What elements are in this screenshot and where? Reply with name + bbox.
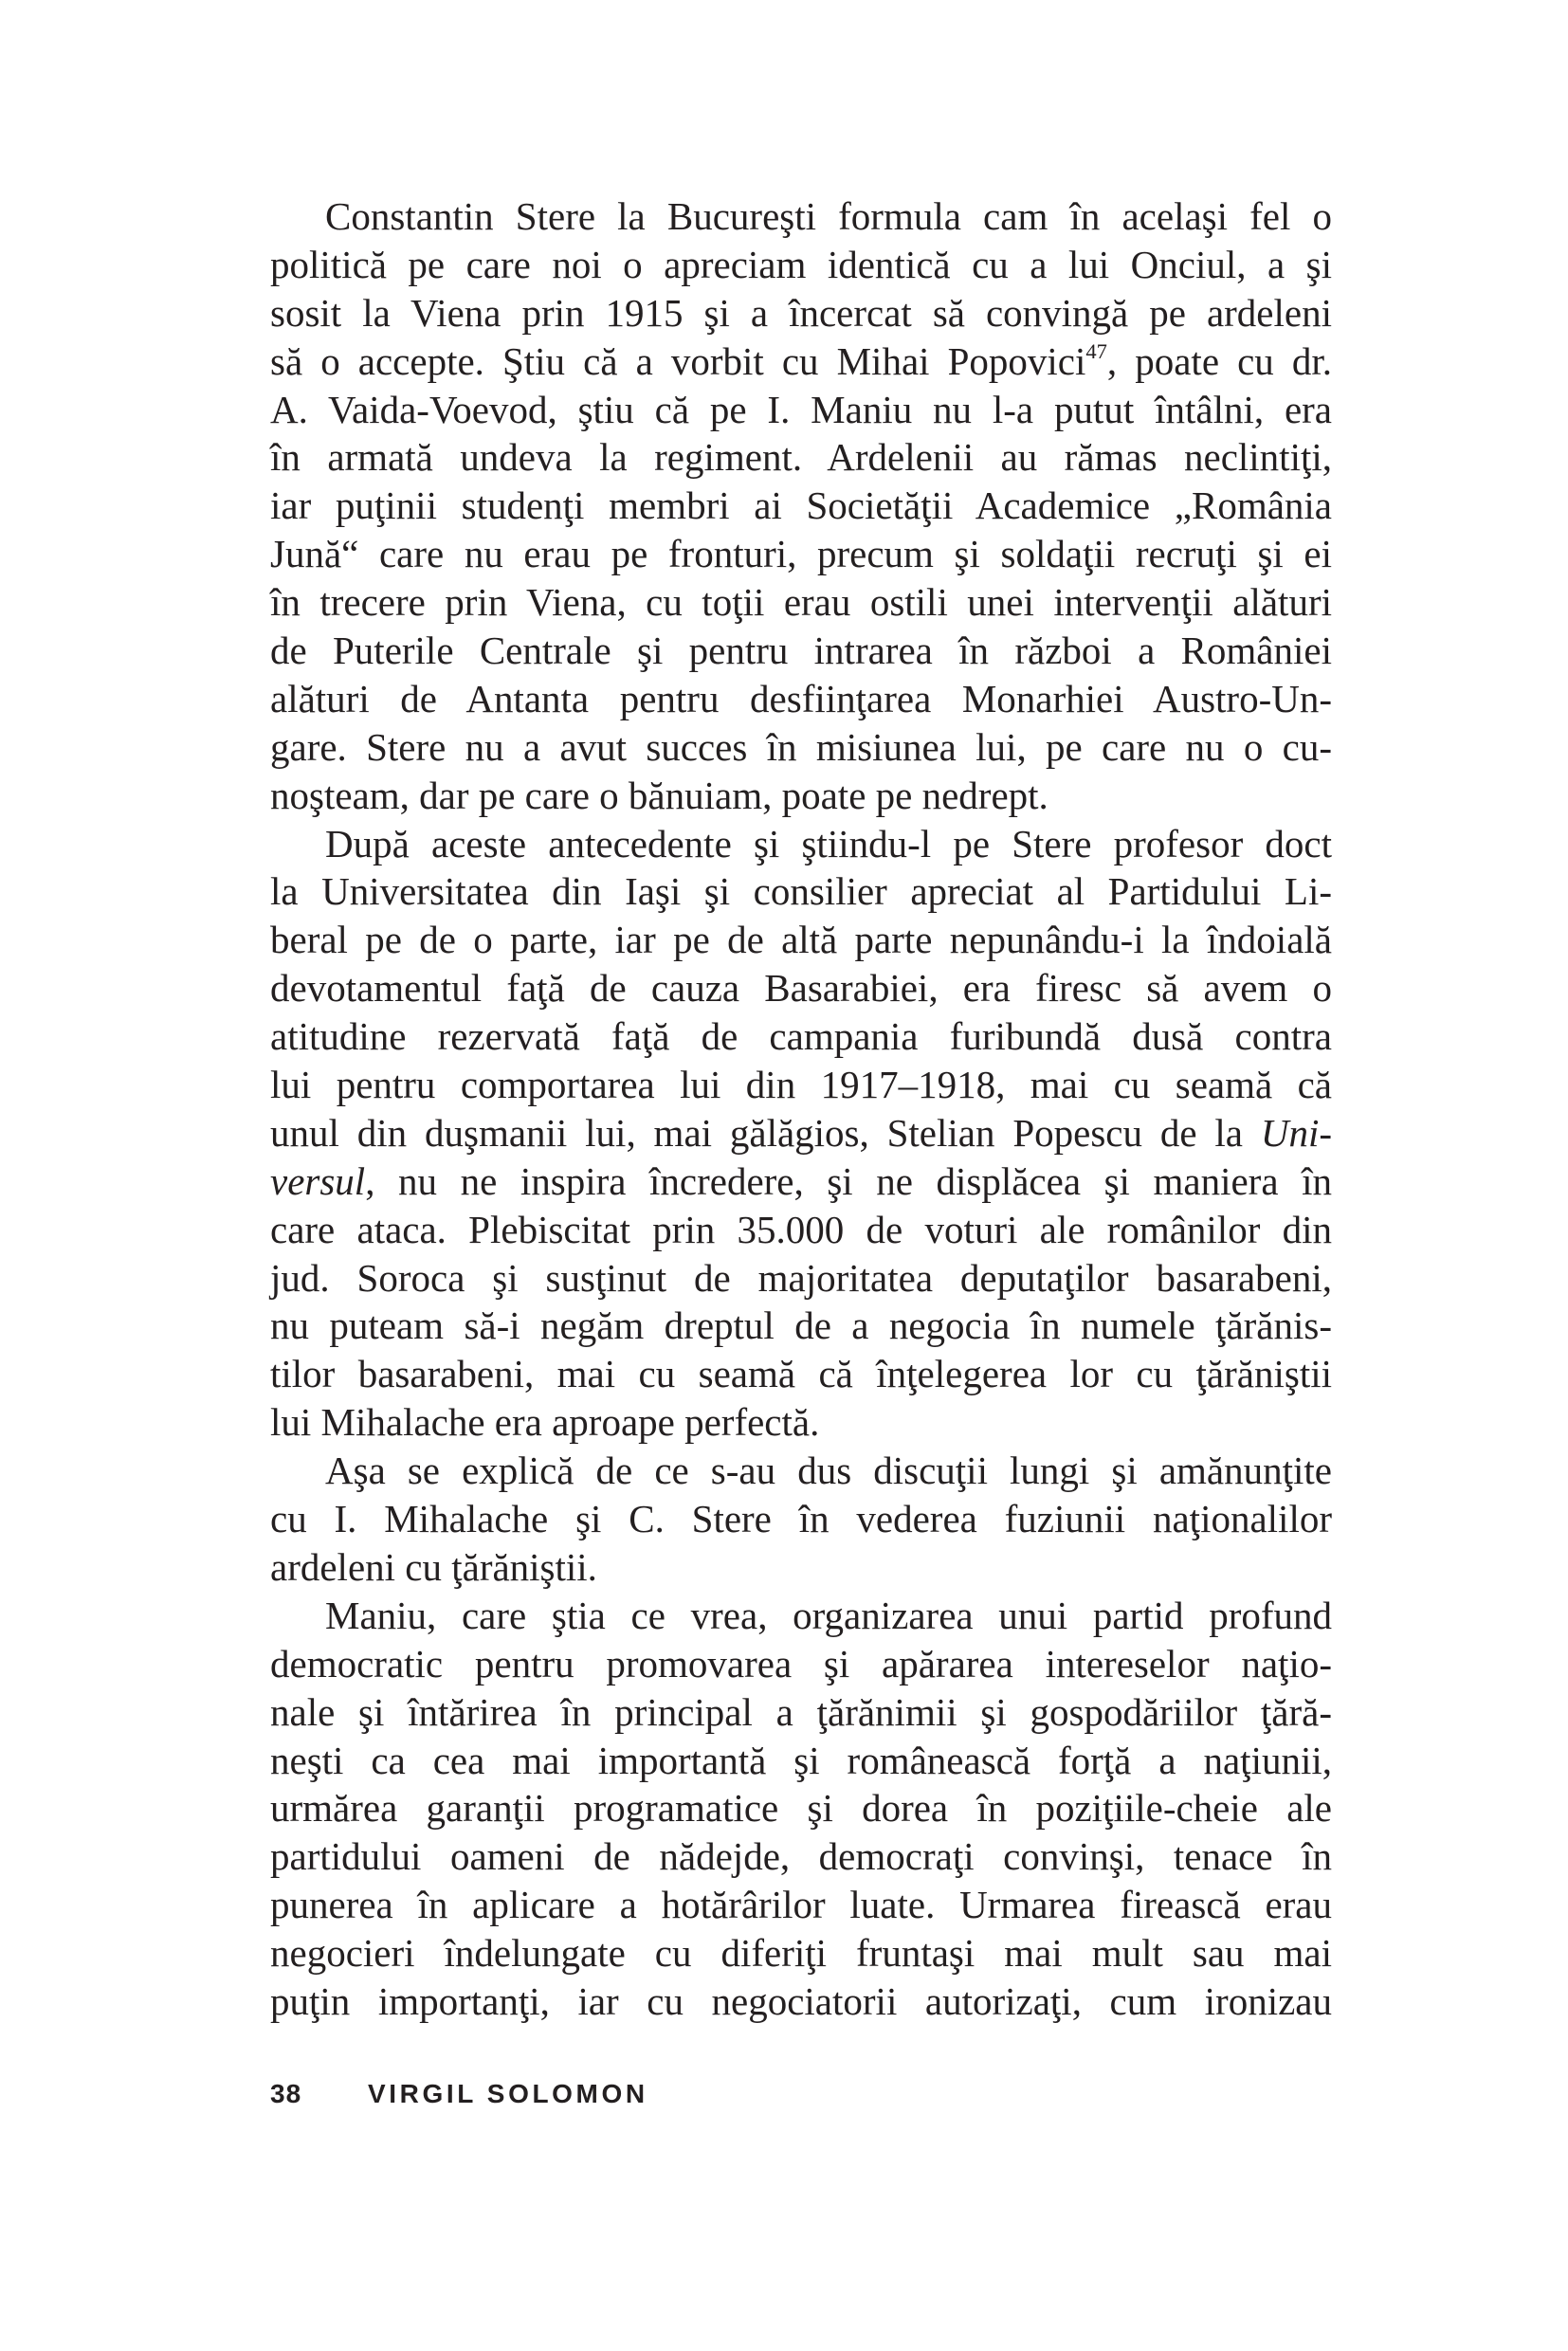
page-number: 38 (270, 2079, 302, 2108)
text-segment: , nu ne inspira încredere, şi ne displăcea şi maniera în (365, 1158, 1332, 1203)
text-line: jud. Soroca şi susţinut de majoritatea deputaţilor basarabeni, (270, 1255, 1332, 1300)
text-line: lui pentru comportarea lui din 1917–1918, mai cu seamă că (270, 1063, 1332, 1107)
text-line: tilor basarabeni, mai cu seamă că înţelegerea lor cu ţărăniştii (270, 1352, 1332, 1396)
text-line: A. Vaida-Voevod, ştiu că pe I. Maniu nu l-a putut întâlni, era (270, 387, 1332, 431)
text-line: iar puţinii studenţi membri ai Societăţii Academice „România (270, 483, 1332, 528)
text-line: devotamentul faţă de cauza Basarabiei, era firesc să avem o (270, 966, 1332, 1011)
text-line: ardeleni cu ţărăniştii. (270, 1544, 597, 1589)
text-line: în armată undeva la regiment. Ardelenii au rămas neclintiţi, (270, 435, 1332, 480)
text-line: nu puteam să-i negăm dreptul de a negocia în numele ţărănis- (270, 1303, 1332, 1348)
text-line: atitudine rezervată faţă de campania furibundă dusă contra (270, 1014, 1332, 1059)
text-line: Jună“ care nu erau pe fronturi, precum şi soldaţii recruţi şi ei (270, 532, 1332, 576)
text-line: puţin importanţi, iar cu negociatorii autorizaţi, cum ironizau (270, 1978, 1332, 2023)
text-line: care ataca. Plebiscitat prin 35.000 de voturi ale românilor din (270, 1207, 1332, 1251)
text-segment: să o accepte. Ştiu că a vorbit cu Mihai Popovici (270, 338, 1086, 383)
text-line: urmărea garanţii programatice şi dorea în poziţiile-cheie ale (270, 1786, 1332, 1831)
text-line (270, 1157, 1332, 1206)
text-line: partidului oameni de nădejde, democraţi convinşi, tenace în (270, 1834, 1332, 1879)
text-line: beral pe de o parte, iar pe de altă parte nepunându-i la îndoială (270, 918, 1332, 962)
text-line: alături de Antanta pentru desfiinţarea Monarhiei Austro-Un- (270, 676, 1332, 720)
text-segment: unul din duşmanii lui, mai gălăgios, Stelian Popescu de la (270, 1110, 1261, 1155)
text-line: Maniu, care ştia ce vrea, organizarea unui partid profund (325, 1593, 1332, 1637)
text-line: lui Mihalache era aproape perfectă. (270, 1400, 820, 1445)
text-line: de Puterile Centrale şi pentru intrarea în război a României (270, 629, 1332, 673)
text-line: noşteam, dar pe care o bănuiam, poate pe nedrept. (270, 773, 1048, 817)
text-line: Aşa se explică de ce s-au dus discuţii lungi şi amănunţite (325, 1449, 1332, 1493)
text-line: nale şi întărirea în principal a ţărănimii şi gospodăriilor ţără- (270, 1689, 1332, 1734)
text-line: Constantin Stere la Bucureşti formula cam în acelaşi fel o (325, 194, 1332, 238)
text-line: politică pe care noi o apreciam identică cu a lui Onciul, a şi (270, 242, 1332, 286)
italic-title: Uni- (1260, 1110, 1332, 1155)
text-line: După aceste antecedente şi ştiindu-l pe Stere profesor doct (325, 821, 1332, 866)
body-text (270, 192, 1332, 2026)
running-head-author: VIRGIL SOLOMON (368, 2079, 648, 2108)
text-line: la Universitatea din Iaşi şi consilier apreciat al Partidului Li- (270, 869, 1332, 914)
text-line: negocieri îndelungate cu diferiţi fruntaşi mai mult sau mai (270, 1931, 1332, 1976)
text-line (270, 1109, 1332, 1157)
text-line (270, 337, 1332, 386)
text-line: gare. Stere nu a avut succes în misiunea lui, pe care nu o cu- (270, 724, 1332, 769)
italic-title: versul (270, 1158, 366, 1203)
text-line: neşti ca cea mai importantă şi românească forţă a naţiunii, (270, 1738, 1332, 1782)
text-line: cu I. Mihalache şi C. Stere în vederea fuziunii naţionalilor (270, 1497, 1332, 1541)
text-segment: , poate cu dr. (1106, 338, 1332, 383)
text-line: sosit la Viena prin 1915 şi a încercat să convingă pe ardeleni (270, 290, 1332, 335)
footnote-marker[interactable]: 47 (1085, 338, 1107, 363)
text-line: democratic pentru promovarea şi apărarea intereselor naţio- (270, 1641, 1332, 1686)
text-line: punerea în aplicare a hotărârilor luate. Urmarea firească erau (270, 1883, 1332, 1927)
text-line: în trecere prin Viena, cu toţii erau ostili unei intervenţii alături (270, 580, 1332, 625)
